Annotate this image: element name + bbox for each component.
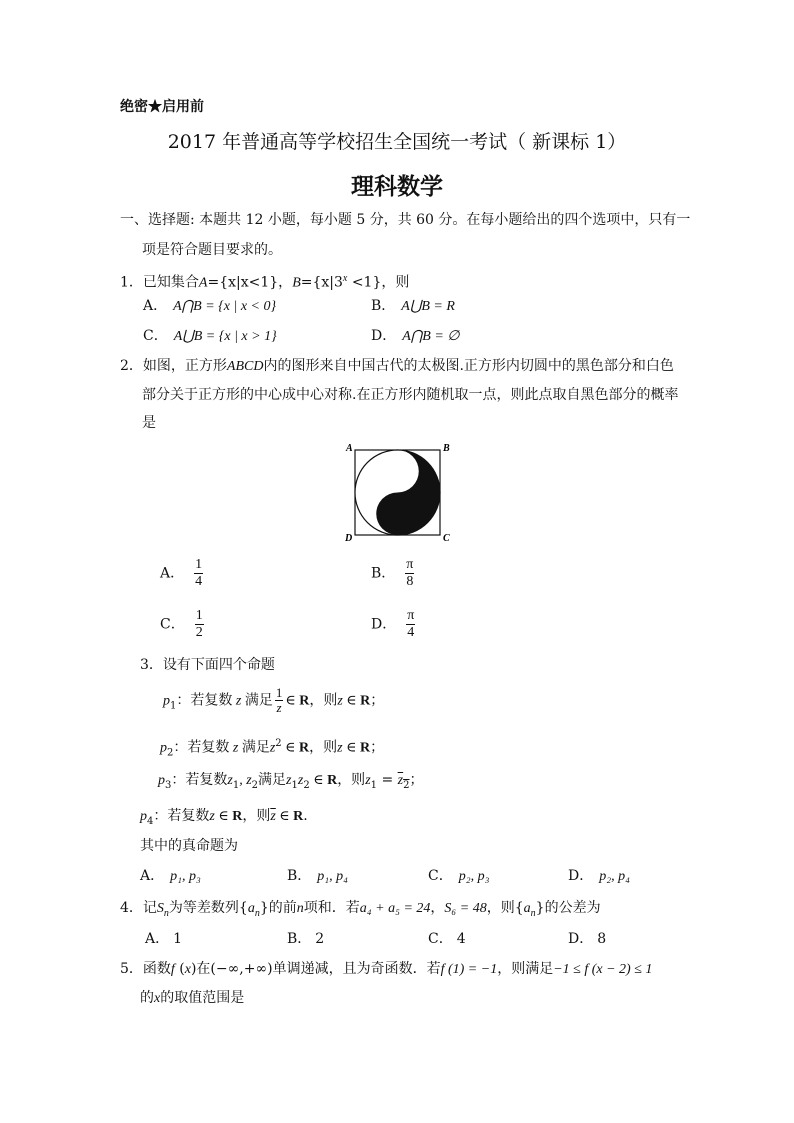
q2-option-b[interactable] (371, 557, 416, 590)
condition-inequality: −1 ≤ f (x − 2) ≤ 1 (553, 962, 653, 977)
proposition-p1: $p_1$：若复数 z 满足 $\frac{1}{z}$ ∈ R，则z ∈ R； (163, 685, 385, 715)
proposition-p2: $p_2$：若复数 z 满足$z^2$ ∈ R，则z ∈ R； (160, 738, 385, 759)
option-label: C． (143, 328, 168, 344)
option-label: B． (287, 931, 312, 947)
q3-option-b[interactable] (287, 866, 348, 887)
question-2-line2: 部分关于正方形的中心成中心对称.在正方形内随机取一点，则此点取自黑色部分的概率 (142, 387, 679, 403)
black-dot (394, 510, 402, 518)
option-label: B． (287, 868, 312, 884)
q2-text-cont: 内的图形来自中国古代的太极图.正方形内切圆中的黑色部分和白色 (263, 358, 674, 374)
question-5-line2: 的x的取值范围是 (140, 990, 245, 1006)
option-label: B． (371, 298, 396, 314)
q4-option-c[interactable] (428, 929, 466, 949)
option-value: 1 (173, 931, 183, 947)
condition-s6: S₆ = 48 (444, 901, 487, 916)
option-expression: p₂, p₃ (458, 869, 490, 884)
option-label: A． (140, 868, 165, 884)
option-expression: A⋃B = {x | x > 1} (173, 329, 277, 344)
q4-option-b[interactable] (287, 929, 324, 949)
q4-option-a[interactable] (145, 929, 182, 949)
set-a-symbol: A (198, 275, 208, 291)
option-label: D． (568, 931, 594, 947)
option-expression: p₁, p₄ (317, 869, 349, 884)
option-expression: p₁, p₃ (170, 869, 201, 884)
q1-number: 1．已知集合 (120, 274, 199, 291)
option-expression: A⋂B = ∅ (402, 329, 460, 344)
q1-option-d[interactable] (371, 326, 459, 347)
option-value: 4 (456, 931, 466, 947)
vertex-label-b: B (443, 443, 450, 454)
exam-title: 2017 年普通高等学校招生全国统一考试（ 新课标 1） (167, 131, 627, 153)
vertex-label-c: C (443, 533, 450, 544)
question-5-line1: 5．函数f (x)在(−∞,+∞)单调递减，且为奇函数．若f (1) = −1，则满足−1 ≤ f (x − 2) ≤ 1 (120, 961, 653, 977)
option-fraction: $\frac{\pi}{4}$ (407, 608, 415, 640)
square-name: ABCD (226, 359, 264, 374)
q2-option-d[interactable] (371, 608, 417, 641)
option-expression: A⋃B = R (401, 299, 455, 314)
option-value: 2 (315, 931, 325, 947)
option-label: A． (160, 565, 185, 582)
subject-title: 理科数学 (351, 173, 443, 200)
option-label: B． (371, 565, 396, 582)
option-label: A． (143, 298, 168, 314)
section-heading-line1: 一、选择题: 本题共 12 小题，每小题 5 分，共 60 分。在每小题给出的四个选项中，只有一 (120, 212, 691, 228)
question-4-stem: 4．记$S_n$为等差数列$\{a_n\}$的前n项和．若a₄ + a₅ = 24，S₆ = 48，则$\{a_n\}$的公差为 (120, 900, 601, 919)
q1-option-b[interactable] (371, 296, 455, 317)
q3-option-a[interactable] (140, 866, 201, 887)
q3-option-d[interactable] (568, 866, 630, 887)
q1-option-c[interactable] (143, 326, 277, 347)
question-2-line3: 是 (142, 415, 156, 431)
set-b-symbol: B (292, 275, 301, 291)
proposition-p4: $p_4$：若复数z ∈ R，则$\overline{z}$ ∈ R. (140, 808, 308, 827)
set-b-exponent: x (342, 273, 348, 284)
option-fraction: $\frac{\pi}{8}$ (406, 557, 414, 589)
condition-sum: a₄ + a₅ = 24 (359, 901, 431, 916)
set-b-definition-end: <1}，则 (347, 274, 410, 291)
q2-text: 2．如图，正方形 (120, 358, 227, 374)
question-3-intro: 3．设有下面四个命题 (140, 657, 275, 673)
vertex-label-d: D (345, 533, 353, 544)
fraction-one-over-z: $\frac{1}{z}$ (275, 685, 283, 715)
q1-option-a[interactable] (143, 296, 276, 317)
option-label: C． (160, 616, 185, 633)
vertex-label-a: A (346, 443, 353, 454)
option-label: A． (145, 931, 170, 947)
option-label: D． (568, 868, 594, 884)
option-fraction: $\frac{1}{4}$ (195, 557, 203, 589)
q2-option-c[interactable] (160, 608, 206, 641)
option-expression: p₂, p₄ (599, 869, 630, 884)
option-value: 8 (597, 931, 607, 947)
question-2-line1 (120, 356, 674, 377)
set-b-definition: ={x|3 (300, 274, 343, 291)
q3-option-c[interactable] (428, 866, 489, 887)
proposition-p3: $p_3$：若复数$z_1$, $z_2$满足$z_1z_2$ ∈ R，则$z_1 = \overline{z}_2$； (158, 772, 424, 791)
option-fraction: $\frac{1}{2}$ (195, 608, 203, 640)
option-label: C． (428, 868, 453, 884)
confidential-mark: 绝密★启用前 (120, 99, 204, 115)
set-a-definition: ={x|x<1}， (207, 274, 293, 291)
question-1-stem (120, 269, 409, 294)
q4-option-d[interactable] (568, 929, 606, 949)
taiji-figure (340, 440, 460, 545)
white-dot (394, 467, 402, 475)
option-label: D． (371, 328, 397, 344)
condition-f1: f (1) = −1 (440, 962, 498, 977)
q2-option-a[interactable] (160, 557, 205, 590)
option-label: D． (371, 616, 397, 633)
option-expression: A⋂B = {x | x < 0} (173, 299, 277, 314)
section-heading-line2: 项是符合题目要求的。 (142, 242, 282, 258)
option-label: C． (428, 931, 453, 947)
question-3-ask: 其中的真命题为 (140, 838, 238, 854)
